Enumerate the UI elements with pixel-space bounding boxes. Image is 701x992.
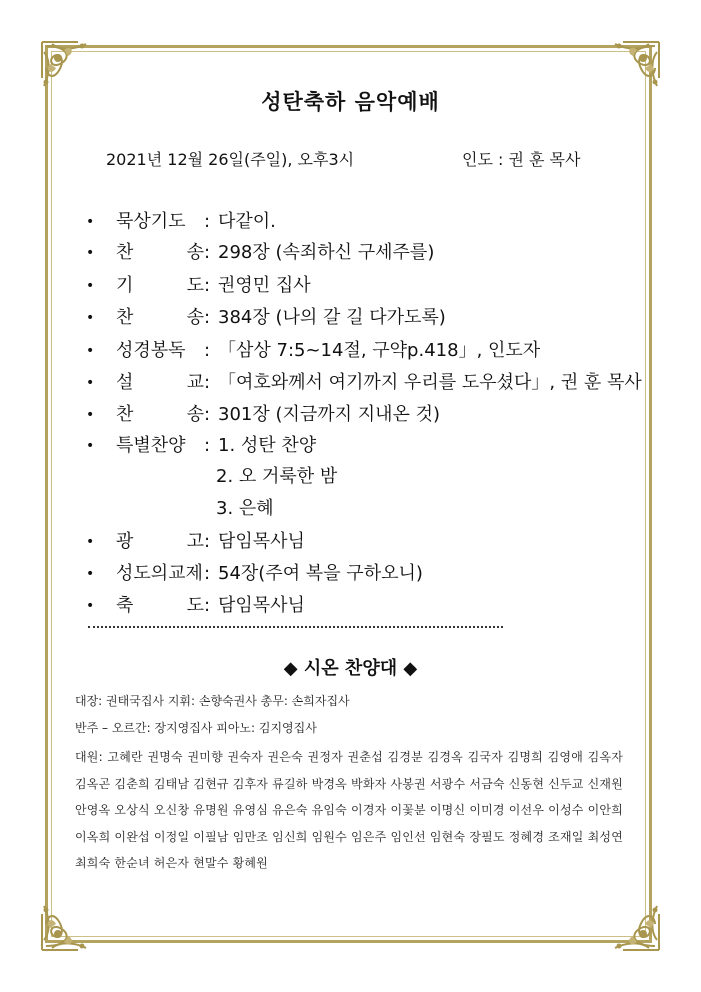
order-item-colon: : xyxy=(204,211,211,232)
order-item-label: 광 고 xyxy=(116,531,204,552)
choir-accompanists: 반주 – 오르간: 장지영집사 피아노: 김지영집사 xyxy=(75,721,317,735)
bullet-icon: • xyxy=(86,343,95,359)
page-title: 성탄축하 음악예배 xyxy=(261,90,440,114)
corner-ornament-bottom-right xyxy=(597,888,663,954)
bullet-icon: • xyxy=(86,375,95,391)
bullet-icon: • xyxy=(86,598,95,614)
order-item-value: 384장 (나의 갈 길 다가도록) xyxy=(218,307,446,328)
order-item-label: 찬 송 xyxy=(116,242,204,263)
bullet-icon: • xyxy=(86,566,95,582)
special-song-3: 3. 은혜 xyxy=(216,498,274,519)
order-item-colon: : xyxy=(204,563,211,584)
order-item-value: 1. 성탄 찬양 xyxy=(218,435,317,456)
special-song-2: 2. 오 거룩한 밤 xyxy=(216,466,338,487)
order-item-value: 「삼상 7:5~14절, 구약p.418」, 인도자 xyxy=(218,340,541,361)
order-item-colon: : xyxy=(204,275,211,296)
choir-leaders: 대장: 권태국집사 지휘: 손향숙권사 총무: 손희자집사 xyxy=(75,694,350,708)
choir-members: 대원: 고혜란 권명숙 권미향 권숙자 권은숙 권정자 권춘섭 김경분 김경옥 김국자 김명희 김영애 김옥자 김옥곤 김춘희 김태남 김현규 김후자 류길하 박경옥 박화자 사봉권 서광수 서금숙 신동현 신두교 신재원 안영옥 오상식 오신창 유명원 유영심 유은숙 유임숙 이경자 이꽃분 이명신 이미경 이선우 이성수 이안희 이옥희 이완섭 이정일 이필남 임만조 임신희 임원수 임은주 임인선 임현숙 장필도 정혜경 조재일 최성연 최희숙 한순녀 허은자 현말수 황혜원 xyxy=(75,750,623,870)
order-item-label: 성도의교제 xyxy=(116,563,203,584)
order-item-colon: : xyxy=(204,340,211,361)
service-leader: 인도 : 권 훈 목사 xyxy=(462,150,581,169)
order-item-label: 찬 송 xyxy=(116,307,204,328)
order-item-value: 권영민 집사 xyxy=(218,275,311,296)
order-item-colon: : xyxy=(204,372,211,393)
bullet-icon: • xyxy=(86,534,95,550)
bullet-icon: • xyxy=(86,407,95,423)
order-item-label: 찬 송 xyxy=(116,404,204,425)
order-item-value: 301장 (지금까지 지내온 것) xyxy=(218,404,441,425)
choir-title: ◆ 시온 찬양대 ◆ xyxy=(283,658,418,679)
order-item-colon: : xyxy=(204,404,211,425)
order-item-label: 특별찬양 xyxy=(116,435,186,456)
order-item-colon: : xyxy=(204,531,211,552)
order-item-colon: : xyxy=(204,307,211,328)
order-item-value: 담임목사님 xyxy=(218,595,305,616)
order-item-value: 298장 (속죄하신 구세주를) xyxy=(218,242,435,263)
bullet-icon: • xyxy=(86,245,95,261)
order-item-value: 54장(주여 복을 구하오니) xyxy=(218,563,423,584)
order-item-label: 설 교 xyxy=(116,372,204,393)
bullet-icon: • xyxy=(86,278,95,294)
order-item-value: 다같이. xyxy=(218,211,276,232)
order-item-label: 기 도 xyxy=(116,275,204,296)
order-item-colon: : xyxy=(204,242,211,263)
order-item-label: 축 도 xyxy=(116,595,204,616)
corner-ornament-bottom-left xyxy=(38,888,104,954)
order-item-value: 「여호와께서 여기까지 우리를 도우셨다」, 권 훈 목사 xyxy=(218,372,642,393)
service-date: 2021년 12월 26일(주일), 오후3시 xyxy=(106,150,355,169)
bullet-icon: • xyxy=(86,310,95,326)
bullet-icon: • xyxy=(86,438,95,454)
order-item-colon: : xyxy=(204,595,211,616)
order-item-label: 묵상기도 xyxy=(116,211,186,232)
bullet-icon: • xyxy=(86,214,95,230)
order-item-label: 성경봉독 xyxy=(116,340,186,361)
order-item-value: 담임목사님 xyxy=(218,531,305,552)
dotted-divider xyxy=(88,626,503,628)
order-item-colon: : xyxy=(204,435,211,456)
